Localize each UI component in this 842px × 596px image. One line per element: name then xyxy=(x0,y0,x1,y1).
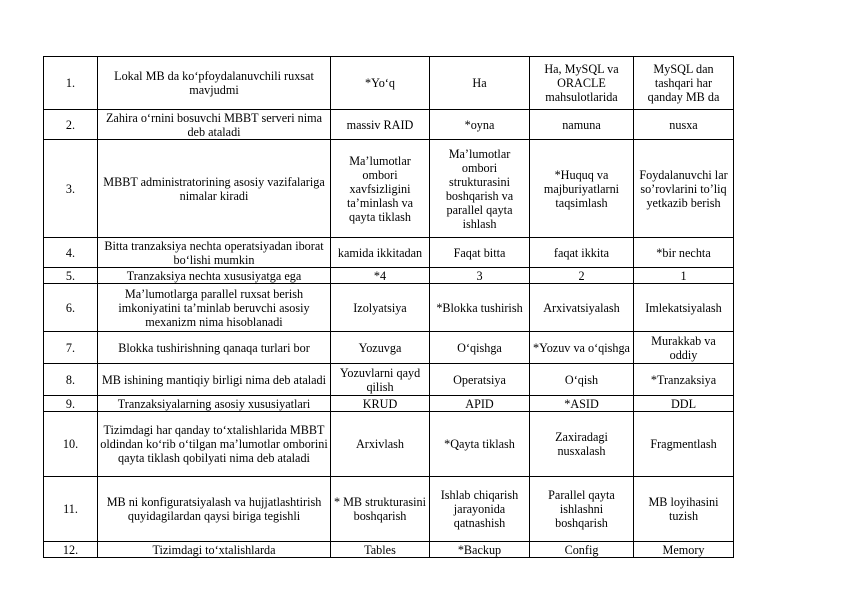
question-text: MBBT administratorining asosiy vazifalariga nimalar kiradi xyxy=(98,140,331,238)
question-number: 8. xyxy=(44,364,98,396)
answer-d: Fragmentlash xyxy=(634,412,734,477)
answer-c: namuna xyxy=(530,110,634,140)
answer-d: *Tranzaksiya xyxy=(634,364,734,396)
answer-d: *bir nechta xyxy=(634,238,734,268)
answer-b: 3 xyxy=(430,268,530,284)
answer-b: Operatsiya xyxy=(430,364,530,396)
answer-a: *Yo‘q xyxy=(331,57,430,110)
answer-d: Imlekatsiyalash xyxy=(634,284,734,332)
question-text: Tizimdagi to‘xtalishlarda xyxy=(98,542,331,558)
answer-a: Yozuvlarni qayd qilish xyxy=(331,364,430,396)
answer-d: Foydalanuvchi lar so’rovlarini to’liq yetkazib berish xyxy=(634,140,734,238)
answer-c: O‘qish xyxy=(530,364,634,396)
answer-c: *Yozuv va o‘qishga xyxy=(530,332,634,364)
table-row xyxy=(44,268,734,284)
question-text: MB ishining mantiqiy birligi nima deb ataladi xyxy=(98,364,331,396)
answer-a: Izolyatsiya xyxy=(331,284,430,332)
answer-b: Ha xyxy=(430,57,530,110)
answer-a: * MB strukturasini boshqarish xyxy=(331,477,430,542)
answer-b: *oyna xyxy=(430,110,530,140)
answer-c: Zaxiradagi nusxalash xyxy=(530,412,634,477)
question-text: Zahira o‘rnini bosuvchi MBBT serveri nima deb ataladi xyxy=(98,110,331,140)
answer-c: *ASID xyxy=(530,396,634,412)
table-row xyxy=(44,477,734,542)
answer-b: APID xyxy=(430,396,530,412)
question-number: 7. xyxy=(44,332,98,364)
table-row xyxy=(44,110,734,140)
question-text: Bitta tranzaksiya nechta operatsiyadan iborat bo‘lishi mumkin xyxy=(98,238,331,268)
answer-c: Parallel qayta ishlashni boshqarish xyxy=(530,477,634,542)
question-text: Tranzaksiya nechta xususiyatga ega xyxy=(98,268,331,284)
answer-a: Yozuvga xyxy=(331,332,430,364)
table-row xyxy=(44,284,734,332)
table-row xyxy=(44,364,734,396)
question-number: 6. xyxy=(44,284,98,332)
answer-c: Ha, MySQL va ORACLE mahsulotlarida xyxy=(530,57,634,110)
answer-d: Memory xyxy=(634,542,734,558)
answer-d: nusxa xyxy=(634,110,734,140)
table-row xyxy=(44,332,734,364)
questions-body xyxy=(44,57,734,558)
answer-a: Arxivlash xyxy=(331,412,430,477)
question-number: 5. xyxy=(44,268,98,284)
question-text: MB ni konfiguratsiyalash va hujjatlashtirish quyidagilardan qaysi biriga tegishli xyxy=(98,477,331,542)
table-row xyxy=(44,57,734,110)
table-row xyxy=(44,396,734,412)
question-text: Tranzaksiyalarning asosiy xususiyatlari xyxy=(98,396,331,412)
answer-b: Faqat bitta xyxy=(430,238,530,268)
question-number: 10. xyxy=(44,412,98,477)
answer-c: Config xyxy=(530,542,634,558)
answer-c: *Huquq va majburiyatlarni taqsimlash xyxy=(530,140,634,238)
answer-a: kamida ikkitadan xyxy=(331,238,430,268)
answer-d: Murakkab va oddiy xyxy=(634,332,734,364)
question-number: 2. xyxy=(44,110,98,140)
answer-b: *Qayta tiklash xyxy=(430,412,530,477)
answer-a: KRUD xyxy=(331,396,430,412)
answer-a: *4 xyxy=(331,268,430,284)
question-text: Ma’lumotlarga parallel ruxsat berish imkoniyatini ta’minlab beruvchi asosiy mexanizm nima hisoblanadi xyxy=(98,284,331,332)
answer-a: Tables xyxy=(331,542,430,558)
table-row xyxy=(44,542,734,558)
answer-a: Ma’lumotlar ombori xavfsizligini ta’minlash va qayta tiklash xyxy=(331,140,430,238)
answer-d: 1 xyxy=(634,268,734,284)
question-number: 1. xyxy=(44,57,98,110)
answer-b: *Backup xyxy=(430,542,530,558)
answer-d: MB loyihasini tuzish xyxy=(634,477,734,542)
answer-b: Ishlab chiqarish jarayonida qatnashish xyxy=(430,477,530,542)
answer-c: Arxivatsiyalash xyxy=(530,284,634,332)
question-number: 11. xyxy=(44,477,98,542)
answer-c: 2 xyxy=(530,268,634,284)
answer-b: O‘qishga xyxy=(430,332,530,364)
table-row xyxy=(44,238,734,268)
answer-d: MySQL dan tashqari har qanday MB da xyxy=(634,57,734,110)
table-row xyxy=(44,140,734,238)
answer-a: massiv RAID xyxy=(331,110,430,140)
question-number: 12. xyxy=(44,542,98,558)
answer-d: DDL xyxy=(634,396,734,412)
table-row xyxy=(44,412,734,477)
question-text: Lokal MB da ko‘pfoydalanuvchili ruxsat mavjudmi xyxy=(98,57,331,110)
question-text: Tizimdagi har qanday to‘xtalishlarida MBBT oldindan ko‘rib o‘tilgan ma’lumotlar omborini qayta tiklash qobilyati nima deb ataladi xyxy=(98,412,331,477)
questions-table xyxy=(43,56,734,558)
answer-b: *Blokka tushirish xyxy=(430,284,530,332)
question-text: Blokka tushirishning qanaqa turlari bor xyxy=(98,332,331,364)
question-number: 4. xyxy=(44,238,98,268)
question-number: 3. xyxy=(44,140,98,238)
answer-c: faqat ikkita xyxy=(530,238,634,268)
answer-b: Ma’lumotlar ombori strukturasini boshqarish va parallel qayta ishlash xyxy=(430,140,530,238)
question-number: 9. xyxy=(44,396,98,412)
